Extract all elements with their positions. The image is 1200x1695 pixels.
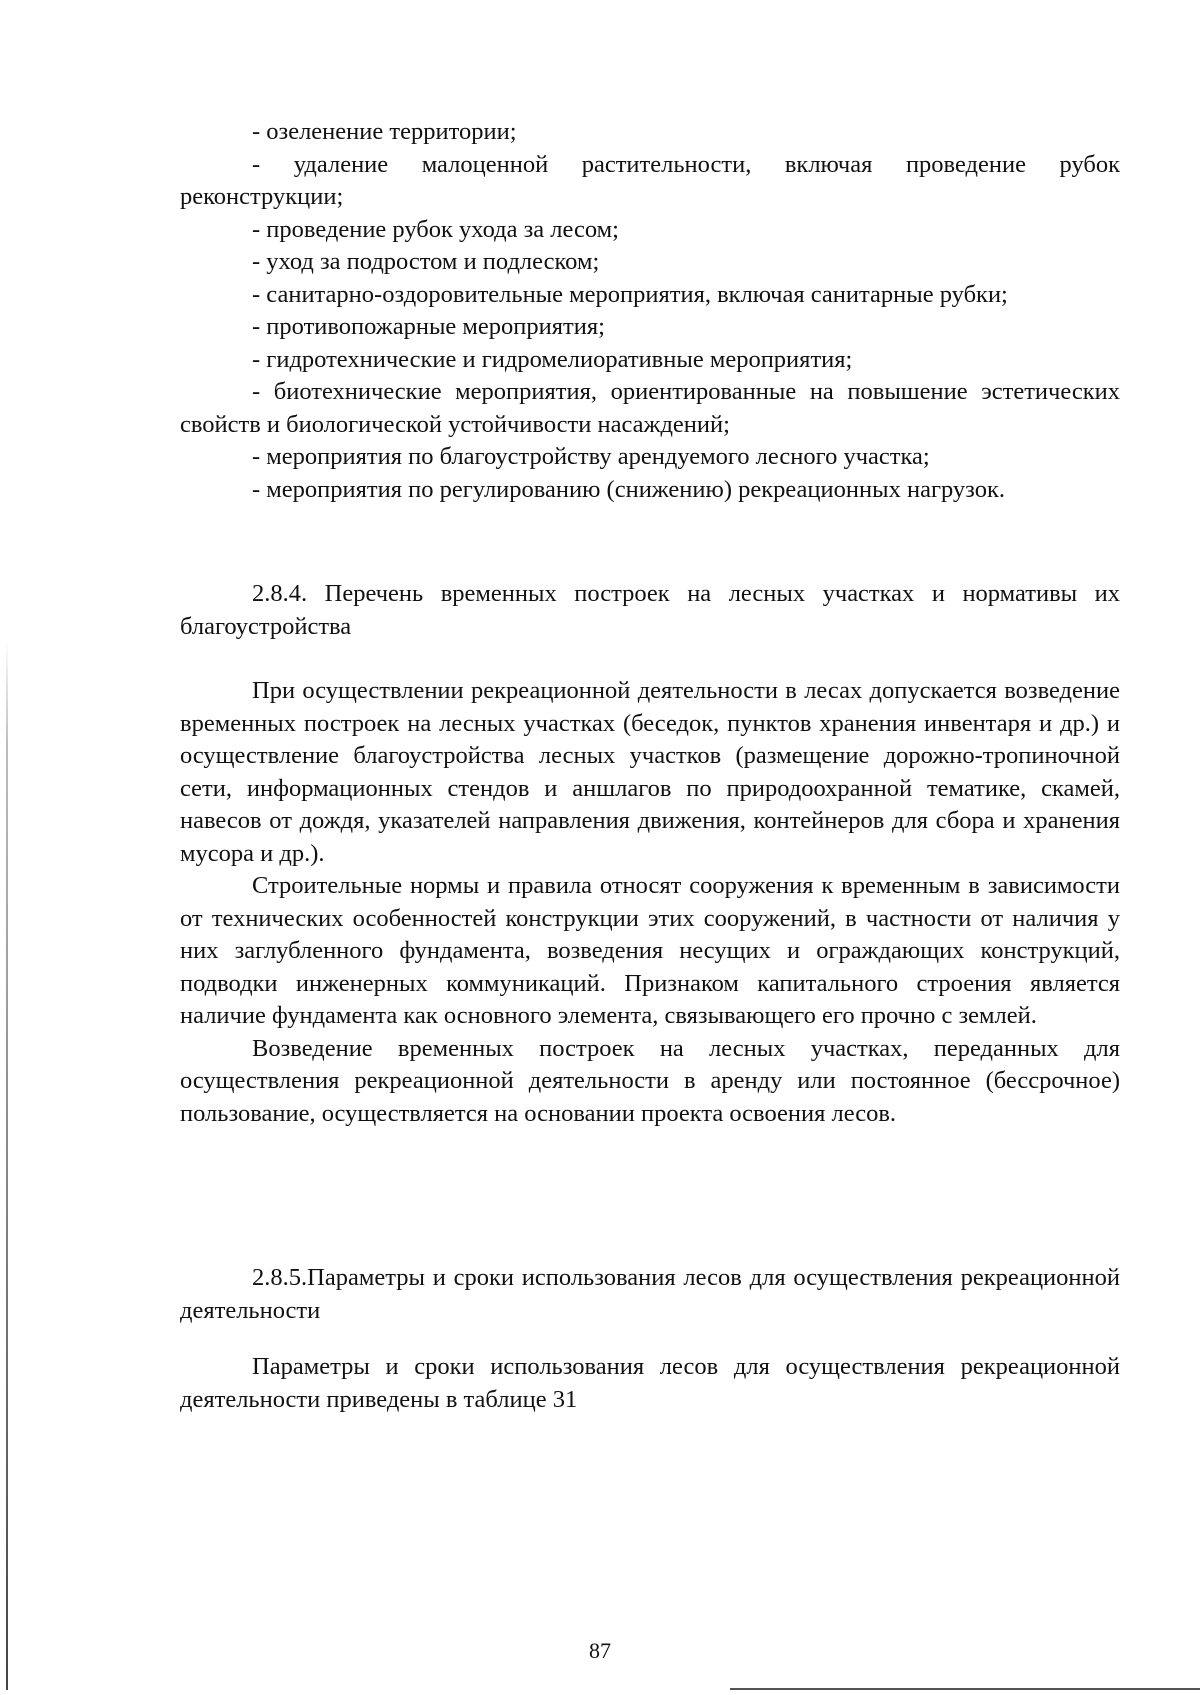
list-item: - биотехнические мероприятия, ориентированные на повышение эстетических свойств и биологической устойчивости насаждений; — [180, 378, 1120, 438]
list-item: - удаление малоценной растительности, включая проведение рубок реконструкции; — [180, 150, 1120, 210]
paragraph: Возведение временных построек на лесных участках, переданных для осуществления рекреационной деятельности в аренду или постоянное (бессрочное) пользование, осуществляется на основании проекта освоения лесов. — [180, 1034, 1120, 1127]
section-2-8-5 — [180, 1262, 1120, 1416]
section-heading: 2.8.5.Параметры и сроки использования лесов для осуществления рекреационной деятельности — [180, 1264, 1120, 1324]
scan-bottom-line — [730, 1688, 1200, 1690]
bullet-list — [180, 116, 1120, 506]
page-number: 87 — [589, 1638, 611, 1663]
list-item: - мероприятия по благоустройству арендуемого лесного участка; — [252, 443, 930, 470]
paragraph: Параметры и сроки использования лесов для осуществления рекреационной деятельности приведены в таблице 31 — [180, 1353, 1120, 1413]
list-item: - санитарно-оздоровительные мероприятия, включая санитарные рубки; — [252, 280, 1008, 308]
list-item: - уход за подростом и подлеском; — [252, 248, 600, 275]
paragraph: Строительные нормы и правила относят сооружения к временным в зависимости от технических особенностей конструкции этих сооружений, в частности от наличия у них заглубленного фундамента, возведения несущих и ограждающих конструкций, подводки инженерных коммуникаций. Признаком капитального строения является наличие фундамента как основного элемента, связывающего его прочно с землей. — [180, 872, 1120, 1029]
section-2-8-4 — [180, 578, 1120, 1130]
list-item: - противопожарные мероприятия; — [252, 313, 605, 340]
paragraph: При осуществлении рекреационной деятельности в лесах допускается возведение временных построек на лесных участках (беседок, пунктов хранения инвентаря и др.) и осуществление благоустройства лесных участков (размещение дорожно-тропиночной сети, информационных стендов и аншлагов по природоохранной тематике, скамей, навесов от дождя, указателей направления движения, контейнеров для сбора и хранения мусора и др.). — [180, 677, 1120, 867]
section-heading: 2.8.4. Перечень временных построек на лесных участках и нормативы их благоустройства — [180, 580, 1120, 640]
list-item: - озеленение территории; — [252, 118, 517, 145]
list-item: - проведение рубок ухода за лесом; — [252, 215, 619, 243]
list-item: - мероприятия по регулированию (снижению) рекреационных нагрузок. — [252, 475, 1005, 503]
scan-edge-shadow — [6, 640, 8, 1690]
list-item: - гидротехнические и гидромелиоративные мероприятия; — [252, 345, 853, 373]
